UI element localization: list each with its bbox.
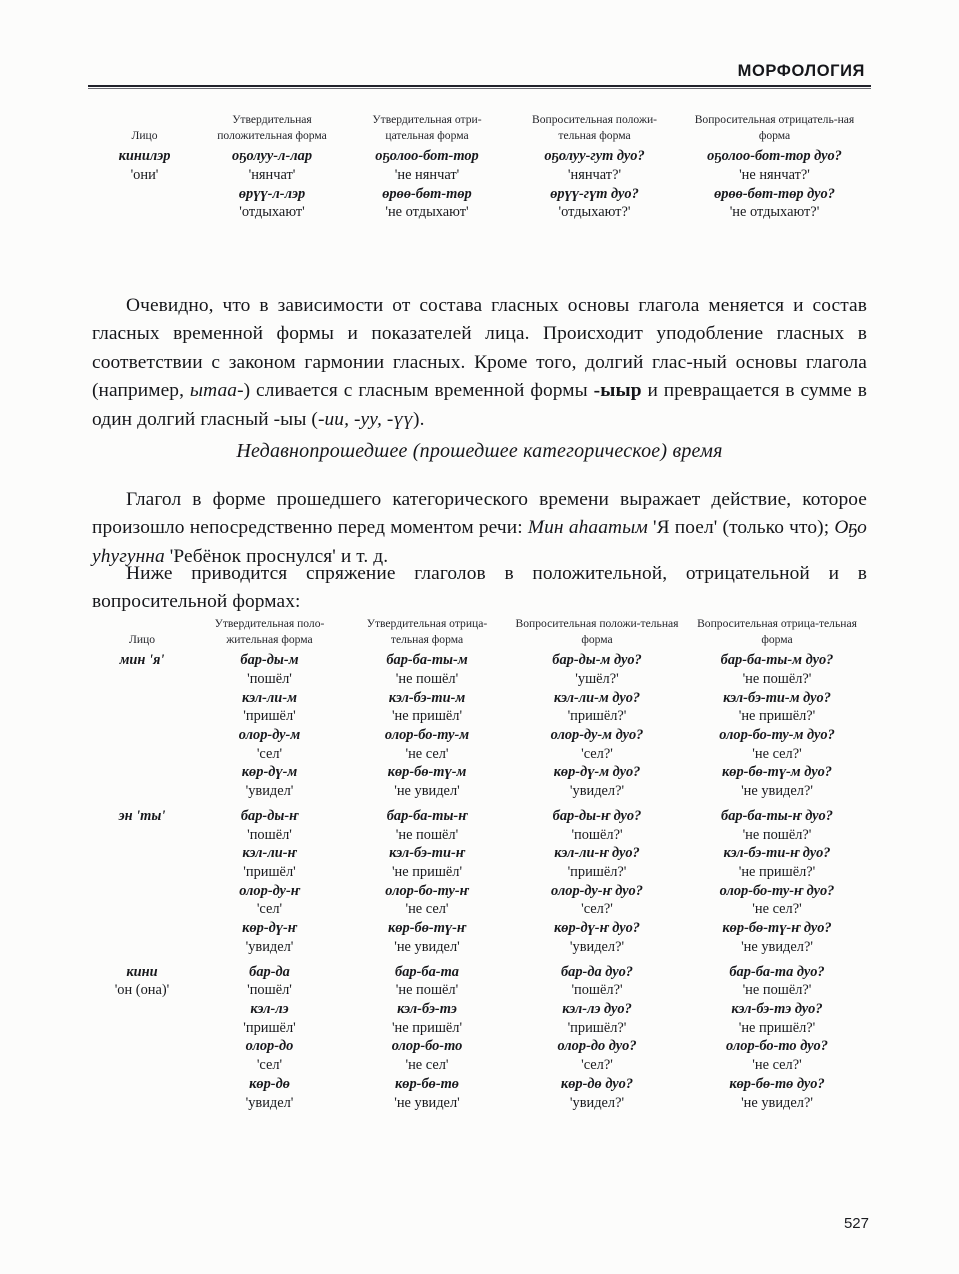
- table-row: [92, 957, 867, 1113]
- verb-form: олор-бо-то: [391, 1038, 463, 1055]
- verb-gloss: 'пошёл': [247, 826, 292, 843]
- column-header-affirmative-positive: Утвердительная положительная форма: [217, 113, 327, 142]
- page-number: 527: [843, 1215, 869, 1232]
- form-cell: [192, 651, 347, 801]
- person-form: эн 'ты': [118, 807, 166, 824]
- verb-gloss: 'не пришёл': [391, 1019, 463, 1036]
- verb-gloss: 'отдыхают': [239, 204, 305, 221]
- column-header-interrogative-negative: Вопросительная отрица-тельная форма: [697, 617, 857, 646]
- verb-form: бар-ды-м: [240, 652, 299, 669]
- form-cell: [347, 147, 507, 222]
- person-cell: [92, 651, 192, 801]
- verb-gloss: 'пришёл': [243, 708, 296, 725]
- verb-form: көр-бө-тү-м: [387, 764, 467, 781]
- verb-form: кэл-бэ-ти-ҥ: [389, 845, 465, 862]
- verb-form: кэл-бэ-ти-м дуо?: [723, 689, 831, 706]
- paragraph-2-text: Глагол в форме прошедшего категорического времени выражает действие, которое произошло непосредственно перед моментом речи:: [92, 489, 867, 539]
- verb-form: бар-да: [249, 963, 290, 980]
- column-header-interrogative-positive: Вопросительная положи-тельная форма: [531, 113, 658, 142]
- verb-gloss: 'не пришёл?': [738, 1019, 816, 1036]
- verb-form: бар-ды-м дуо?: [552, 652, 642, 669]
- paragraph-1-text-2: ) сливается с гласным временной формы: [243, 380, 594, 402]
- verb-gloss: 'не сел?': [752, 901, 802, 918]
- verb-gloss: 'не сел?': [752, 745, 802, 762]
- verb-form: көр-дө дуо?: [560, 1075, 634, 1092]
- column-header-person: Лицо: [128, 632, 156, 646]
- form-cell: [347, 801, 507, 957]
- verb-gloss: 'пошёл?': [571, 982, 623, 999]
- paragraph-vowel-harmony: [92, 292, 867, 434]
- column-header-affirmative-negative: Утвердительная отри-цательная форма: [372, 113, 482, 142]
- table-row: [92, 801, 867, 957]
- verb-gloss: 'не отдыхают?': [729, 204, 820, 221]
- paragraph-1-bold-1: -ыыр: [593, 380, 642, 402]
- verb-form: олор-ду-м: [238, 726, 301, 743]
- verb-form: көр-дө: [249, 1075, 290, 1092]
- paragraph-2-text-3: 'Ребёнок проснулся' и т. д.: [164, 545, 389, 567]
- person-gloss: 'он (она)': [114, 982, 170, 999]
- verb-gloss: 'не отдыхают': [385, 204, 469, 221]
- verb-gloss: 'пошёл?': [571, 826, 623, 843]
- verb-form: олор-ду-ҥ дуо?: [551, 882, 643, 899]
- conjugation-table-continuation: [92, 112, 867, 222]
- verb-form: олор-бо-ту-ҥ: [385, 882, 469, 899]
- running-head-rule: [88, 85, 871, 87]
- paragraph-2-italic-2: Оҕо уһугунна: [92, 517, 867, 567]
- verb-gloss: 'не пришёл?': [738, 863, 816, 880]
- form-cell: [192, 801, 347, 957]
- verb-gloss: 'сел?': [581, 901, 613, 918]
- person-form: кинилэр: [118, 148, 171, 165]
- verb-gloss: 'не увидел?': [741, 1094, 813, 1111]
- verb-gloss: 'не сел': [405, 901, 449, 918]
- verb-form: көр-дү-м: [241, 764, 298, 781]
- verb-form: бар-да дуо?: [560, 963, 634, 980]
- verb-gloss: 'не пришёл': [391, 708, 463, 725]
- table-header-row: [92, 616, 867, 651]
- verb-form: олор-до: [245, 1038, 294, 1055]
- verb-form: көр-бө-тө: [394, 1075, 460, 1092]
- verb-form: бар-ба-та: [395, 963, 459, 980]
- verb-form: кэл-ли-м дуо?: [553, 689, 641, 706]
- column-header-affirmative-negative: Утвердительная отрица-тельная форма: [366, 617, 488, 646]
- verb-form: олор-бо-ту-м дуо?: [719, 726, 835, 743]
- verb-form: оҕолуу-гут дуо?: [544, 148, 645, 165]
- verb-form: кэл-лэ: [250, 1001, 289, 1017]
- verb-gloss: 'пришёл?': [567, 708, 627, 725]
- verb-gloss: 'увидел': [245, 1094, 294, 1111]
- verb-form: кэл-ли-м: [242, 689, 297, 706]
- table-row: [92, 147, 867, 222]
- form-cell: [507, 147, 682, 222]
- verb-gloss: 'отдыхают?': [558, 204, 631, 221]
- verb-gloss: 'пошёл': [247, 670, 292, 687]
- verb-form: кэл-ли-ҥ: [242, 845, 297, 862]
- verb-gloss: 'пришёл': [243, 863, 296, 880]
- verb-gloss: 'сел': [256, 1057, 283, 1074]
- verb-gloss: 'не пошёл': [395, 826, 459, 843]
- verb-gloss: 'увидел': [245, 938, 294, 955]
- verb-gloss: 'не увидел': [394, 783, 460, 800]
- verb-gloss: 'не увидел': [394, 1094, 460, 1111]
- verb-gloss: 'не нянчат?': [739, 166, 810, 183]
- running-head-title: МОРФОЛОГИЯ: [737, 62, 865, 80]
- verb-form: кэл-ли-ҥ дуо?: [554, 845, 640, 862]
- verb-gloss: 'не пришёл?': [738, 708, 816, 725]
- verb-gloss: 'не пришёл': [391, 863, 463, 880]
- verb-gloss: 'пришёл?': [567, 1019, 627, 1036]
- form-cell: [197, 147, 347, 222]
- verb-gloss: 'сел': [256, 745, 283, 762]
- paragraph-1-text: Очевидно, что в зависимости от состава гласных основы глагола меняется и состав гласных временной формы и показателей лица. Происходит уподобление гласных в соответствии с законом гармонии гласных. Кроме того, долгий глас-ный основы глагола (например,: [92, 295, 867, 402]
- verb-form: бар-ба-ты-м: [386, 652, 468, 669]
- paragraph-recent-past-definition: [92, 486, 867, 571]
- verb-gloss: 'увидел?': [569, 783, 625, 800]
- verb-form: бар-ба-та дуо?: [729, 963, 825, 980]
- verb-form: көр-дү-м дуо?: [553, 764, 641, 781]
- form-cell: [507, 957, 687, 1113]
- verb-form: олор-бо-ту-м: [384, 726, 470, 743]
- paragraph-1-italic-1: ытаа-: [189, 380, 244, 402]
- verb-gloss: 'ушёл?': [575, 670, 619, 687]
- verb-gloss: 'не пошёл?': [742, 670, 812, 687]
- verb-gloss: 'не увидел?': [741, 938, 813, 955]
- verb-form: көр-бө-тү-м дуо?: [721, 764, 832, 781]
- person-cell: [92, 957, 192, 1113]
- verb-form: кэл-бэ-ти-ҥ дуо?: [723, 845, 831, 862]
- verb-gloss: 'не сел?': [752, 1057, 802, 1074]
- verb-form: бар-ба-ты-ҥ дуо?: [721, 807, 833, 824]
- conjugation-table-recent-past: [92, 616, 867, 1112]
- form-cell: [687, 957, 867, 1113]
- form-cell: [682, 147, 867, 222]
- form-cell: [507, 651, 687, 801]
- verb-gloss: 'не пошёл': [395, 982, 459, 999]
- verb-form: өрүү-гүт дуо?: [550, 185, 639, 202]
- verb-gloss: 'пошёл': [247, 982, 292, 999]
- verb-form: олор-ду-м дуо?: [550, 726, 644, 743]
- verb-form: олор-до дуо?: [557, 1038, 637, 1055]
- verb-form: кэл-лэ дуо?: [562, 1001, 632, 1017]
- verb-gloss: 'увидел?': [569, 938, 625, 955]
- table-header-row: [92, 112, 867, 147]
- person-form: кини: [126, 963, 158, 980]
- verb-form: кэл-бэ-тэ дуо?: [731, 1001, 823, 1017]
- verb-form: көр-дү-ҥ: [242, 920, 297, 937]
- verb-gloss: 'сел?': [581, 1057, 613, 1074]
- person-cell: [92, 801, 192, 957]
- paragraph-3-text: Ниже приводится спряжение глаголов в положительной, отрицательной и в вопросительной формах:: [92, 563, 867, 613]
- form-cell: [347, 957, 507, 1113]
- form-cell: [687, 651, 867, 801]
- verb-gloss: 'не сел': [405, 745, 449, 762]
- paragraph-1-italic-2: -ии, -уу, -үү: [317, 408, 414, 430]
- person-gloss: 'они': [130, 166, 159, 183]
- verb-gloss: 'увидел': [245, 783, 294, 800]
- verb-gloss: 'увидел?': [569, 1094, 625, 1111]
- form-cell: [192, 957, 347, 1113]
- verb-gloss: 'не сел': [405, 1057, 449, 1074]
- paragraph-2-text-2: 'Я поел' (только что);: [647, 517, 835, 539]
- verb-form: олор-бо-то дуо?: [726, 1038, 828, 1055]
- verb-form: оҕолоо-бот-тор: [375, 148, 479, 165]
- column-header-interrogative-negative: Вопросительная отрицатель-ная форма: [694, 113, 855, 142]
- verb-form: көр-бө-тү-ҥ: [388, 920, 466, 937]
- verb-form: өрүү-л-лэр: [238, 185, 306, 202]
- verb-form: оҕолуу-л-лар: [231, 148, 313, 165]
- verb-gloss: 'сел?': [581, 745, 613, 762]
- running-head: [88, 62, 871, 89]
- form-cell: [347, 651, 507, 801]
- paragraph-2-italic-1: Мин аһаатым: [527, 517, 648, 539]
- verb-form: оҕолоо-бот-тор дуо?: [707, 148, 842, 165]
- verb-gloss: 'не пошёл?': [742, 982, 812, 999]
- verb-gloss: 'не увидел': [394, 938, 460, 955]
- verb-form: олор-бо-ту-ҥ дуо?: [719, 882, 835, 899]
- verb-gloss: 'пришёл?': [567, 863, 627, 880]
- verb-form: көр-дү-ҥ дуо?: [554, 920, 640, 937]
- paragraph-1-text-4: ).: [413, 408, 425, 430]
- verb-form: бар-ды-ҥ: [240, 807, 299, 824]
- verb-form: көр-бө-тү-ҥ дуо?: [722, 920, 832, 937]
- verb-form: олор-ду-ҥ: [239, 882, 300, 899]
- verb-form: өрөө-бөт-төр: [382, 185, 472, 202]
- table-row: [92, 651, 867, 801]
- verb-gloss: 'не нянчат': [394, 166, 460, 183]
- paragraph-1-text-3: и превращается в сумме в один долгий гласный -ыы (: [92, 380, 867, 430]
- column-header-affirmative-positive: Утвердительная поло-жительная форма: [214, 617, 325, 646]
- form-cell: [507, 801, 687, 957]
- verb-form: бар-ба-ты-ҥ: [386, 807, 468, 824]
- verb-gloss: 'сел': [256, 901, 283, 918]
- verb-form: кэл-бэ-тэ: [397, 1001, 457, 1017]
- form-cell: [687, 801, 867, 957]
- verb-form: өрөө-бөт-төр дуо?: [714, 185, 835, 202]
- section-heading: Недавнопрошедшее (прошедшее категорическое) время: [236, 440, 723, 462]
- running-head-rule-thin: [88, 88, 871, 89]
- person-cell: [92, 147, 197, 222]
- verb-form: бар-ды-ҥ дуо?: [552, 807, 642, 824]
- verb-gloss: 'нянчат?': [567, 166, 622, 183]
- column-header-interrogative-positive: Вопросительная положи-тельная форма: [515, 617, 679, 646]
- verb-form: бар-ба-ты-м дуо?: [720, 652, 834, 669]
- verb-gloss: 'не пошёл': [395, 670, 459, 687]
- verb-form: көр-бө-тө дуо?: [729, 1075, 825, 1092]
- column-header-person: Лицо: [131, 128, 158, 142]
- person-form: мин 'я': [119, 652, 165, 669]
- verb-gloss: 'пришёл': [243, 1019, 296, 1036]
- verb-form: кэл-бэ-ти-м: [388, 689, 466, 706]
- verb-gloss: 'нянчат': [248, 166, 296, 183]
- verb-gloss: 'не пошёл?': [742, 826, 812, 843]
- paragraph-conjugation-intro: [92, 560, 867, 617]
- verb-gloss: 'не увидел?': [741, 783, 813, 800]
